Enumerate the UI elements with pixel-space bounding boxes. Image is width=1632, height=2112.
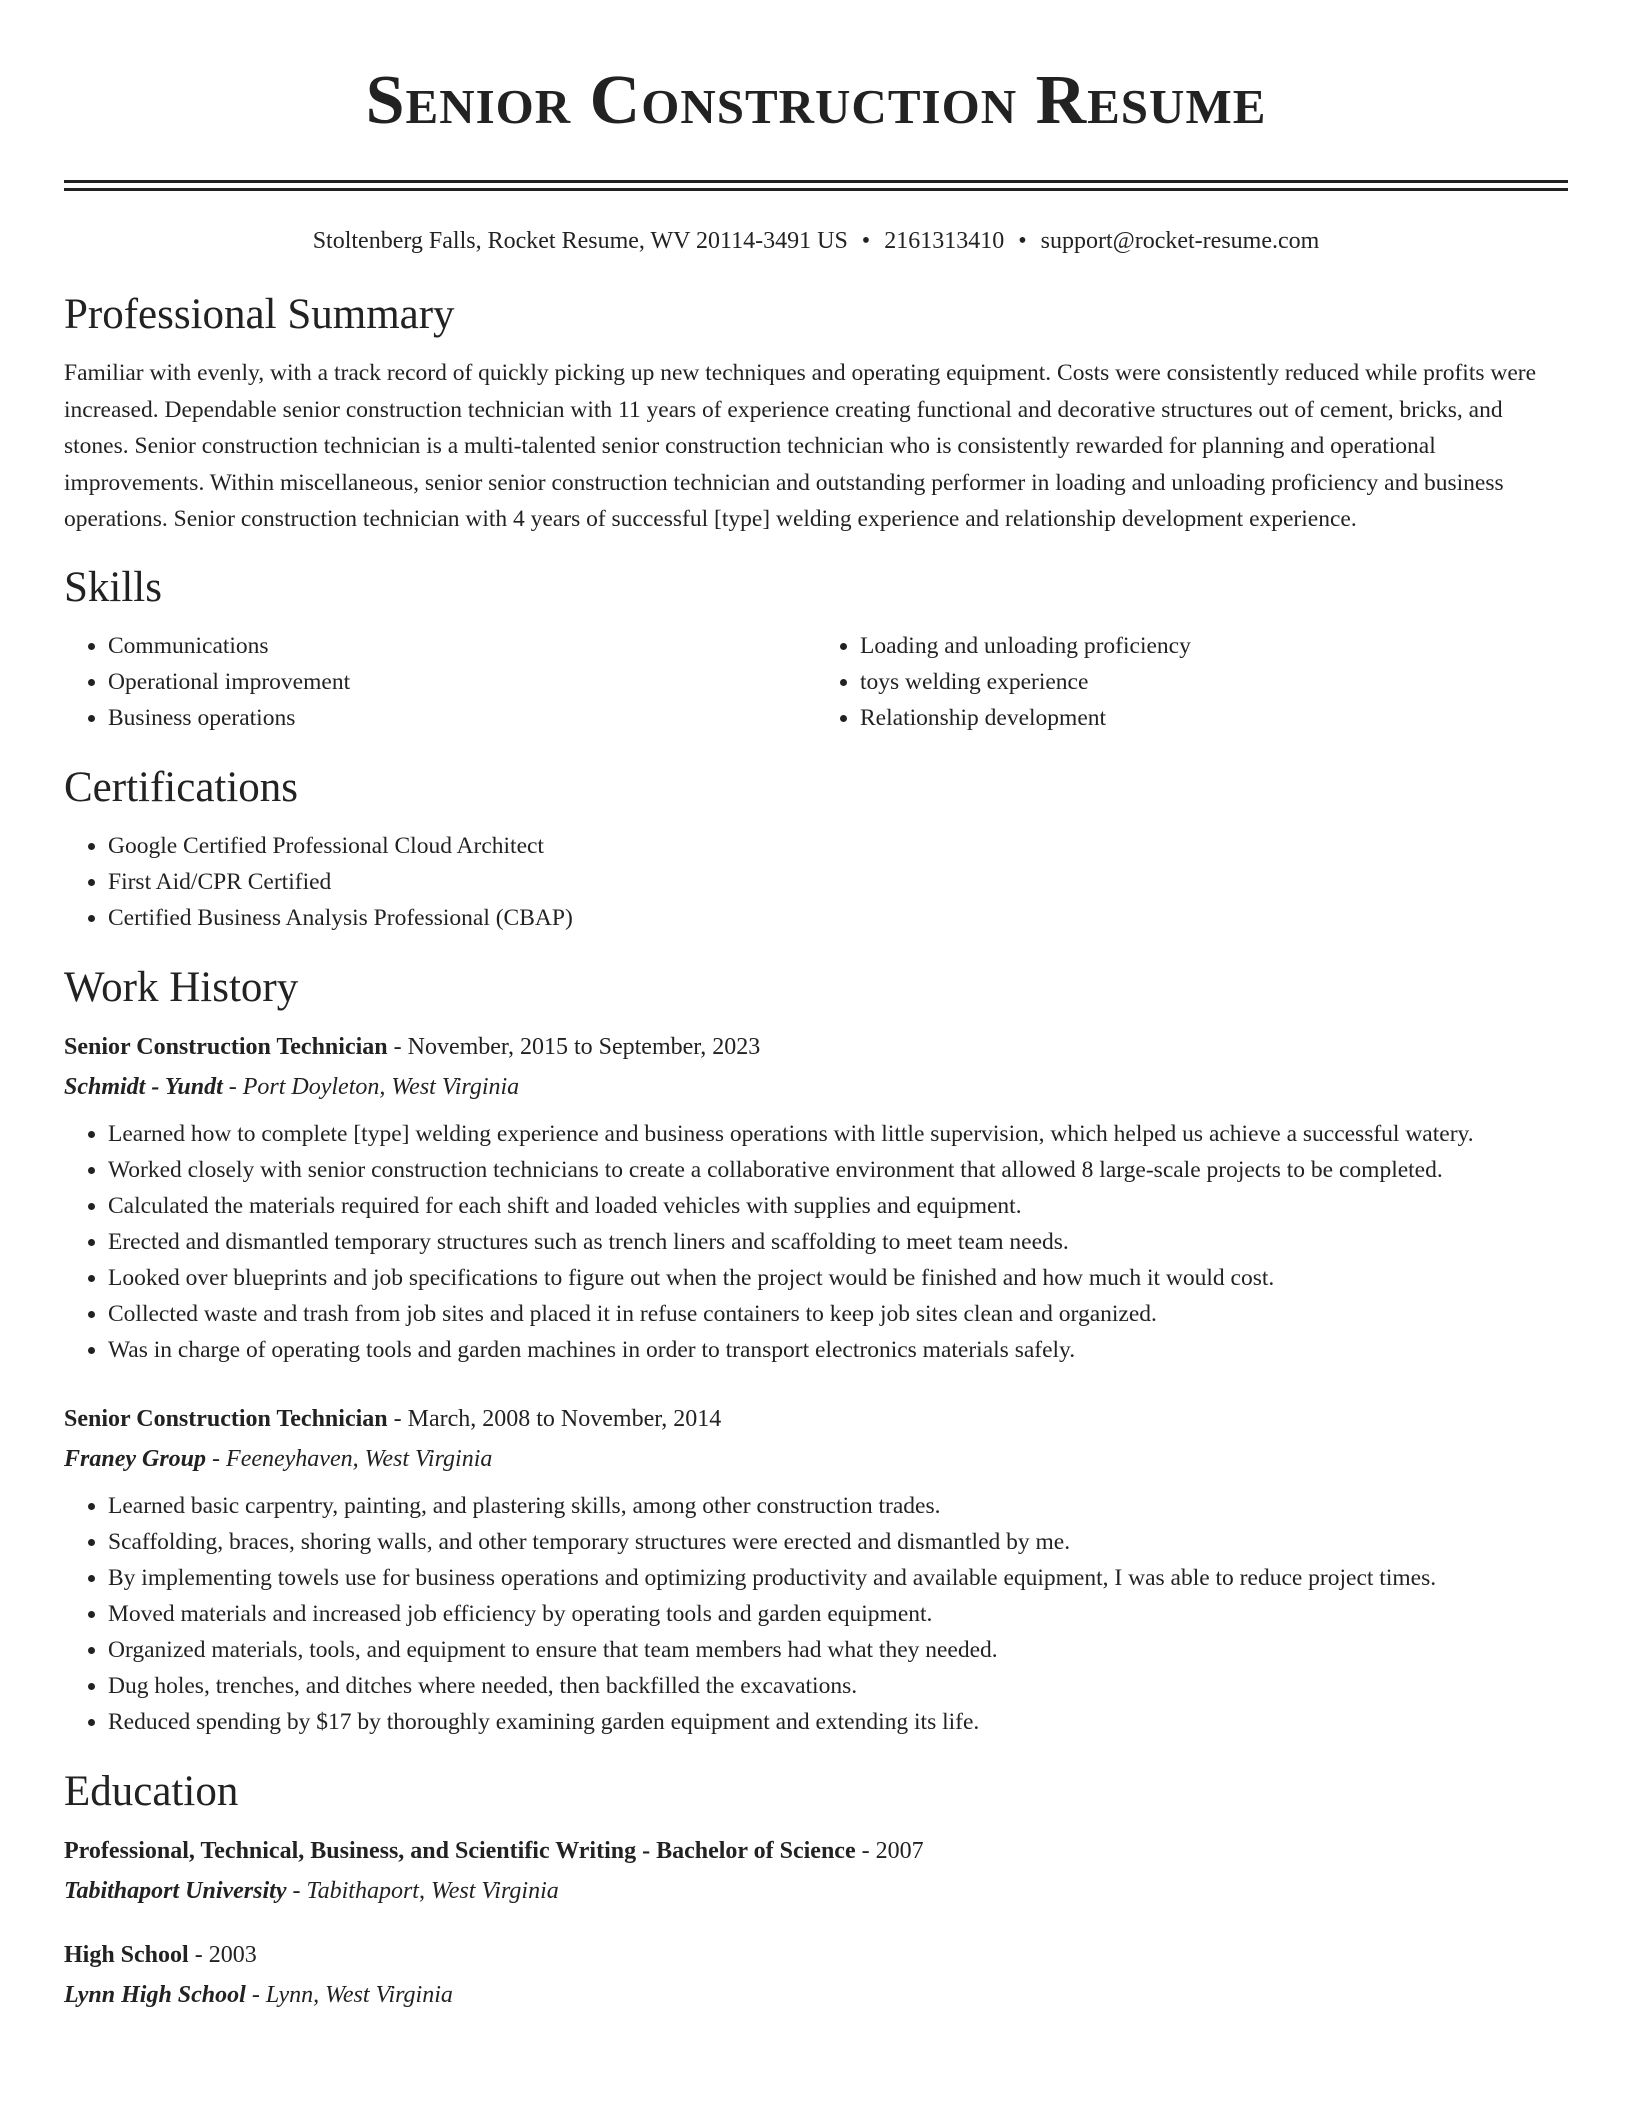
job-bullet: • Erected and dismantled temporary structures such as trench liners and scaffolding to meet team needs. <box>108 1224 1568 1260</box>
title-divider-bottom <box>64 188 1568 191</box>
job-title: Senior Construction Technician <box>64 1405 388 1432</box>
job-bullets <box>64 1488 1568 1740</box>
skill-item: • Communications <box>108 628 816 664</box>
job-bullet: • Dug holes, trenches, and ditches where needed, then backfilled the excavations. <box>108 1668 1568 1704</box>
education-school: Tabithaport University <box>64 1877 287 1904</box>
job-bullet: • Scaffolding, braces, shoring walls, and other temporary structures were erected and dismantled by me. <box>108 1524 1568 1560</box>
contact-line <box>64 225 1568 257</box>
job-bullets <box>64 1116 1568 1368</box>
job-bullet: • Looked over blueprints and job specifications to figure out when the project would be finished and how much it would cost. <box>108 1260 1568 1296</box>
certification-item: • First Aid/CPR Certified <box>108 864 1568 900</box>
contact-separator: • <box>1018 228 1027 254</box>
job-bullet: • By implementing towels use for business operations and optimizing productivity and available equipment, I was able to reduce project times. <box>108 1560 1568 1596</box>
education-degree: High School <box>64 1941 189 1968</box>
section-heading-education: Education <box>64 1767 239 1815</box>
education-section <box>64 1766 1568 2012</box>
contact-email[interactable]: support@rocket-resume.com <box>1040 228 1320 254</box>
certifications-list <box>64 828 1568 936</box>
certification-item: • Certified Business Analysis Professional (CBAP) <box>108 900 1568 936</box>
education-entry <box>64 1834 1568 1908</box>
summary-section <box>64 289 1568 538</box>
education-school-line: Tabithaport University - Tabithaport, West Virginia <box>64 1877 559 1904</box>
contact-separator: • <box>861 228 871 254</box>
skill-item: • Business operations <box>108 700 816 736</box>
education-degree-line: Professional, Technical, Business, and Scientific Writing - Bachelor of Science - 2007 <box>64 1837 924 1864</box>
job-company: Schmidt - Yundt <box>64 1073 223 1100</box>
job-location: Feeneyhaven, West Virginia <box>226 1445 493 1472</box>
education-location: Lynn, West Virginia <box>265 1981 453 2008</box>
education-year: 2007 <box>875 1837 924 1864</box>
skills-list-left <box>64 628 816 736</box>
section-heading-summary: Professional Summary <box>64 291 455 338</box>
education-school-line: Lynn High School - Lynn, West Virginia <box>64 1981 453 2008</box>
summary-text: Familiar with evenly, with a track record of quickly picking up new techniques and operating equipment. Costs were consistently reduced while profits were increased. Dependable senior construction technician with 11 years of experience creating functional and decorative structures out of cement, bricks, and stones. Senior construction technician is a multi-talented senior construction technician who is consistently rewarded for planning and operational improvements. Within miscellaneous, senior senior construction technician and outstanding performer in loading and unloading proficiency and business operations. Senior construction technician with 4 years of successful [type] welding experience and relationship development experience. <box>64 360 1537 532</box>
title-divider-top <box>64 180 1568 183</box>
skill-item: • toys welding experience <box>860 664 1568 700</box>
job-bullet: • Reduced spending by $17 by thoroughly examining garden equipment and extending its life. <box>108 1704 1568 1740</box>
job-bullet: • Worked closely with senior construction technicians to create a collaborative environment that allowed 8 large-scale projects to be completed. <box>108 1152 1568 1188</box>
job-dates: March, 2008 to November, 2014 <box>407 1405 722 1432</box>
contact-phone: 2161313410 <box>884 228 1005 254</box>
skills-grid <box>64 628 1568 736</box>
education-school: Lynn High School <box>64 1981 246 2008</box>
job-company-line: Franey Group - Feeneyhaven, West Virginia <box>64 1445 493 1472</box>
resume-title: Senior Construction Resume <box>365 62 1267 139</box>
education-location: Tabithaport, West Virginia <box>306 1877 559 1904</box>
contact-address: Stoltenberg Falls, Rocket Resume, WV 20114-3491 US <box>312 228 848 254</box>
certifications-section <box>64 762 1568 936</box>
job-company: Franey Group <box>64 1445 207 1472</box>
skills-section <box>64 562 1568 736</box>
job-title-line: Senior Construction Technician - March, 2008 to November, 2014 <box>64 1405 722 1432</box>
education-year: 2003 <box>208 1941 257 1968</box>
job-company-line: Schmidt - Yundt - Port Doyleton, West Virginia <box>64 1073 520 1100</box>
job-entry <box>64 1030 1568 1368</box>
education-degree: Professional, Technical, Business, and Scientific Writing - Bachelor of Science <box>64 1837 856 1864</box>
job-bullet: • Was in charge of operating tools and garden machines in order to transport electronics materials safely. <box>108 1332 1568 1368</box>
skill-item: • Loading and unloading proficiency <box>860 628 1568 664</box>
section-heading-skills: Skills <box>64 563 162 611</box>
job-title: Senior Construction Technician <box>64 1033 388 1060</box>
job-dates: November, 2015 to September, 2023 <box>407 1033 761 1060</box>
section-heading-certifications: Certifications <box>64 763 299 811</box>
skills-list-right <box>816 628 1568 736</box>
education-entry <box>64 1938 1568 2012</box>
education-degree-line: High School - 2003 <box>64 1941 257 1968</box>
job-title-line: Senior Construction Technician - November, 2015 to September, 2023 <box>64 1033 761 1060</box>
job-bullet: • Moved materials and increased job efficiency by operating tools and garden equipment. <box>108 1596 1568 1632</box>
section-heading-work-history: Work History <box>64 963 299 1011</box>
skill-item: • Operational improvement <box>108 664 816 700</box>
job-bullet: • Learned basic carpentry, painting, and plastering skills, among other construction trades. <box>108 1488 1568 1524</box>
job-bullet: • Collected waste and trash from job sites and placed it in refuse containers to keep job sites clean and organized. <box>108 1296 1568 1332</box>
certification-item: • Google Certified Professional Cloud Architect <box>108 828 1568 864</box>
job-entry <box>64 1402 1568 1740</box>
job-bullet: • Calculated the materials required for each shift and loaded vehicles with supplies and equipment. <box>108 1188 1568 1224</box>
job-location: Port Doyleton, West Virginia <box>242 1073 520 1100</box>
job-bullet: • Learned how to complete [type] welding experience and business operations with little supervision, which helped us achieve a successful watery. <box>108 1116 1568 1152</box>
work-history-section <box>64 962 1568 1740</box>
job-bullet: • Organized materials, tools, and equipment to ensure that team members had what they needed. <box>108 1632 1568 1668</box>
skill-item: • Relationship development <box>860 700 1568 736</box>
